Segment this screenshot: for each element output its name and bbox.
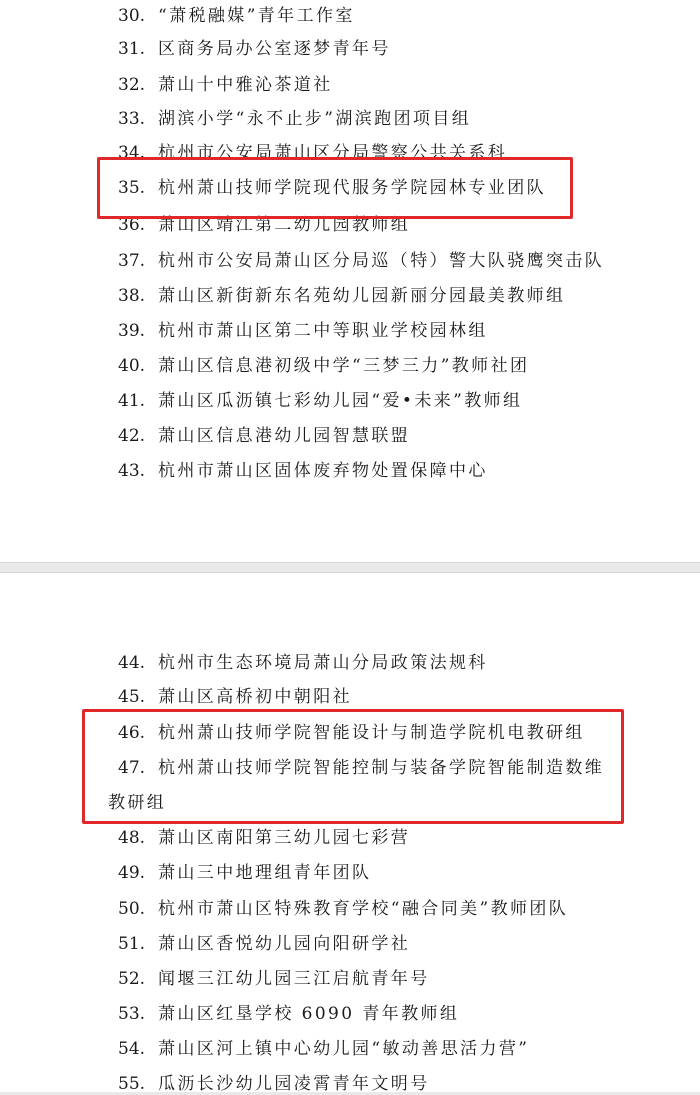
item-number: 42. <box>118 426 146 446</box>
item-text: 萧山区信息港初级中学“三梦三力”教师社团 <box>158 356 530 376</box>
list-item <box>118 652 678 674</box>
highlight-box <box>97 157 573 219</box>
item-number: 48. <box>118 828 146 848</box>
list-item <box>118 933 678 955</box>
item-number: 36. <box>118 215 146 235</box>
list-item <box>118 827 678 849</box>
item-number: 38. <box>118 286 146 306</box>
item-number: 51. <box>118 934 146 954</box>
item-number: 50. <box>118 899 146 919</box>
item-text: 萧山三中地理组青年团队 <box>158 863 372 883</box>
item-number: 37. <box>118 251 146 271</box>
list-item <box>118 285 678 307</box>
item-number: 33. <box>118 109 146 129</box>
item-text: 瓜沥长沙幼儿园凌霄青年文明号 <box>158 1074 430 1094</box>
item-number: 46. <box>118 723 146 743</box>
item-text: 萧山区瓜沥镇七彩幼儿园“爱•未来”教师组 <box>158 391 523 411</box>
item-text: 萧山区河上镇中心幼儿园“敏动善思活力营” <box>158 1039 530 1059</box>
item-number: 30. <box>118 6 146 26</box>
list-item <box>118 390 678 412</box>
list-item <box>118 1038 678 1060</box>
item-number: 52. <box>118 969 146 989</box>
item-text: 杭州萧山技师学院智能控制与装备学院智能制造数维 <box>158 758 605 778</box>
list-item <box>118 898 678 920</box>
document-page-2 <box>0 572 700 1092</box>
list-item <box>118 320 678 342</box>
list-item <box>118 1003 678 1025</box>
list-item <box>118 862 678 884</box>
item-text: 湖滨小学“永不止步”湖滨跑团项目组 <box>158 109 472 129</box>
list-item <box>118 38 678 60</box>
item-text: 萧山区新街新东名苑幼儿园新丽分园最美教师组 <box>158 286 566 306</box>
item-number: 40. <box>118 356 146 376</box>
item-number: 45. <box>118 687 146 707</box>
item-text: 杭州市生态环境局萧山分局政策法规科 <box>158 653 488 673</box>
item-text: 杭州市萧山区固体废弃物处置保障中心 <box>158 461 488 481</box>
item-text: “萧税融媒”青年工作室 <box>158 6 355 26</box>
item-text: 杭州萧山技师学院智能设计与制造学院机电教研组 <box>158 723 585 743</box>
item-number: 54. <box>118 1039 146 1059</box>
item-number: 53. <box>118 1004 146 1024</box>
list-item <box>118 460 678 482</box>
item-number: 49. <box>118 863 146 883</box>
item-number: 39. <box>118 321 146 341</box>
list-item <box>118 5 678 27</box>
list-item <box>118 1073 678 1095</box>
item-number: 55. <box>118 1074 146 1094</box>
list-item <box>118 686 678 708</box>
item-number: 31. <box>118 39 146 59</box>
item-number: 32. <box>118 75 146 95</box>
item-text: 区商务局办公室逐梦青年号 <box>158 39 391 59</box>
list-item <box>118 108 678 130</box>
item-text: 萧山区靖江第二幼儿园教师组 <box>158 215 411 235</box>
item-text: 杭州市公安局萧山区分局巡（特）警大队骁鹰突击队 <box>158 251 605 271</box>
item-number: 41. <box>118 391 146 411</box>
item-number: 35. <box>118 178 146 198</box>
highlight-box <box>82 709 624 824</box>
list-item <box>118 250 678 272</box>
list-item <box>118 355 678 377</box>
list-item <box>118 425 678 447</box>
item-number: 44. <box>118 653 146 673</box>
item-text: 萧山十中雅沁茶道社 <box>158 75 333 95</box>
item-text: 萧山区香悦幼儿园向阳研学社 <box>158 934 411 954</box>
item-number: 47. <box>118 758 146 778</box>
item-number: 43. <box>118 461 146 481</box>
list-item <box>118 74 678 96</box>
item-text: 萧山区信息港幼儿园智慧联盟 <box>158 426 411 446</box>
item-text: 杭州市公安局萧山区分局警察公共关系科 <box>158 143 508 163</box>
item-text: 萧山区南阳第三幼儿园七彩营 <box>158 828 411 848</box>
item-text: 萧山区红垦学校 6090 青年教师组 <box>158 1004 460 1024</box>
item-text: 杭州市萧山区特殊教育学校“融合同美”教师团队 <box>158 899 569 919</box>
item-text: 杭州市萧山区第二中等职业学校园林组 <box>158 321 488 341</box>
item-text: 杭州萧山技师学院现代服务学院园林专业团队 <box>158 178 546 198</box>
item-number: 34. <box>118 143 146 163</box>
item-text: 萧山区高桥初中朝阳社 <box>158 687 352 707</box>
item-continuation: 教研组 <box>108 793 167 813</box>
item-text: 闻堰三江幼儿园三江启航青年号 <box>158 969 430 989</box>
list-item <box>118 968 678 990</box>
